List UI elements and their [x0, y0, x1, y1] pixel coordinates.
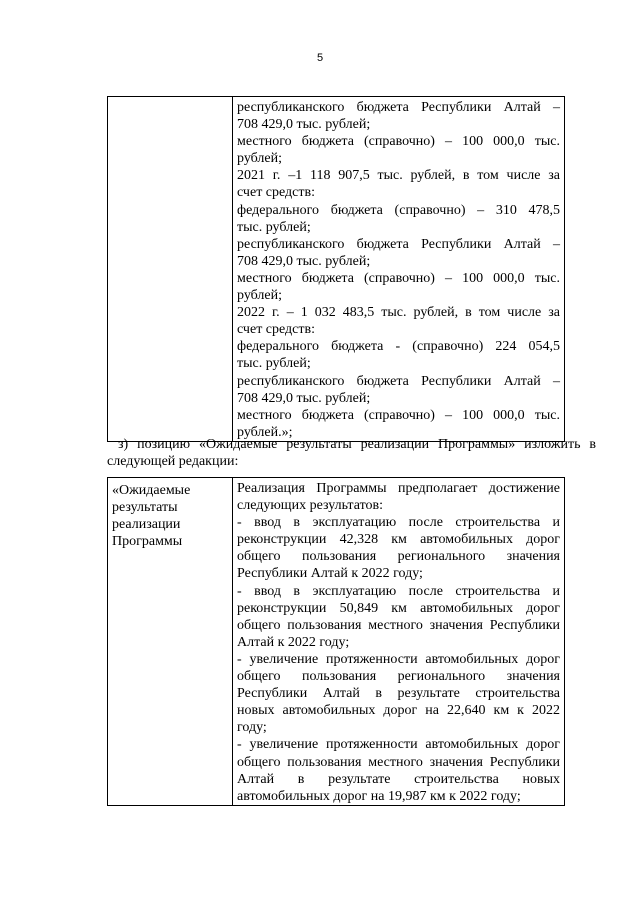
text-line: Реализация Программы предполагает достижение: [237, 481, 560, 496]
text-line: - увеличение протяженности автомобильных дорог: [237, 651, 560, 667]
text-line: рублей;: [237, 151, 282, 167]
amendment-paragraph-line1: з) позицию «Ожидаемые результаты реализации Программы» изложить в: [118, 437, 596, 452]
text-line: Республики Алтай к 2022 году;: [237, 566, 423, 582]
text-line: новых автомобильных дорог на 22,640 км к 2022: [237, 703, 560, 719]
text-line: общего пользования регионального значения: [237, 669, 560, 685]
text-line: реализации: [112, 517, 181, 532]
expected-results-table: [107, 477, 565, 806]
text-line: местного бюджета (справочно) – 100 000,0 тыс.: [237, 134, 560, 150]
text-line: «Ожидаемые: [112, 483, 191, 498]
text-line: Алтай в результате строительства новых: [237, 771, 560, 787]
expected-results-label-cell: [108, 478, 233, 806]
text-line: году;: [237, 720, 267, 736]
funding-table-left-cell: [108, 97, 233, 442]
funding-table-right-cell: [233, 97, 565, 442]
text-line: реконструкции 42,328 км автомобильных дорог: [237, 532, 560, 548]
expected-results-label: [112, 480, 228, 550]
text-line: республиканского бюджета Республики Алтай –: [237, 100, 560, 115]
text-line: счет средств:: [237, 322, 316, 338]
text-line: рублей.»;: [237, 424, 293, 440]
text-line: местного бюджета (справочно) – 100 000,0 тыс.: [237, 407, 560, 423]
text-line: - ввод в эксплуатацию после строительства и: [237, 515, 560, 531]
text-line: республиканского бюджета Республики Алтай –: [237, 236, 560, 252]
text-line: общего пользования местного значения Республики: [237, 754, 560, 770]
text-line: 708 429,0 тыс. рублей;: [237, 117, 371, 133]
text-line: автомобильных дорог на 19,987 км к 2022 году;: [237, 788, 521, 804]
text-line: - ввод в эксплуатацию после строительства и: [237, 583, 560, 599]
funding-table: [107, 96, 565, 442]
text-line: 2022 г. – 1 032 483,5 тыс. рублей, в том числе за: [237, 305, 560, 321]
text-line: результаты: [112, 500, 178, 515]
text-line: - увеличение протяженности автомобильных дорог: [237, 737, 560, 753]
text-line: общего пользования регионального значения: [237, 549, 560, 565]
text-line: Республики Алтай в результате строительства: [237, 686, 560, 702]
text-line: общего пользования местного значения Республики: [237, 617, 560, 633]
page-number: 5: [316, 52, 324, 64]
funding-text: [237, 99, 560, 441]
text-line: федерального бюджета (справочно) – 310 478,5: [237, 202, 560, 218]
text-line: 708 429,0 тыс. рублей;: [237, 390, 371, 406]
text-line: 2021 г. –1 118 907,5 тыс. рублей, в том числе за: [237, 168, 560, 184]
text-line: следующих результатов:: [237, 498, 384, 514]
text-line: счет средств:: [237, 185, 316, 201]
text-line: Программы: [112, 534, 183, 549]
text-line: 708 429,0 тыс. рублей;: [237, 253, 371, 269]
text-line: тыс. рублей;: [237, 356, 311, 372]
expected-results-text: [237, 480, 560, 805]
text-line: тыс. рублей;: [237, 219, 311, 235]
text-line: республиканского бюджета Республики Алтай –: [237, 373, 560, 389]
text-line: федерального бюджета - (справочно) 224 054,5: [237, 339, 560, 355]
text-line: реконструкции 50,849 км автомобильных дорог: [237, 600, 560, 616]
text-line: местного бюджета (справочно) – 100 000,0 тыс.: [237, 270, 560, 286]
expected-results-text-cell: [233, 478, 565, 806]
text-line: Алтай к 2022 году;: [237, 634, 350, 650]
amendment-paragraph-line2: следующей редакции:: [107, 454, 239, 469]
text-line: рублей;: [237, 288, 282, 304]
